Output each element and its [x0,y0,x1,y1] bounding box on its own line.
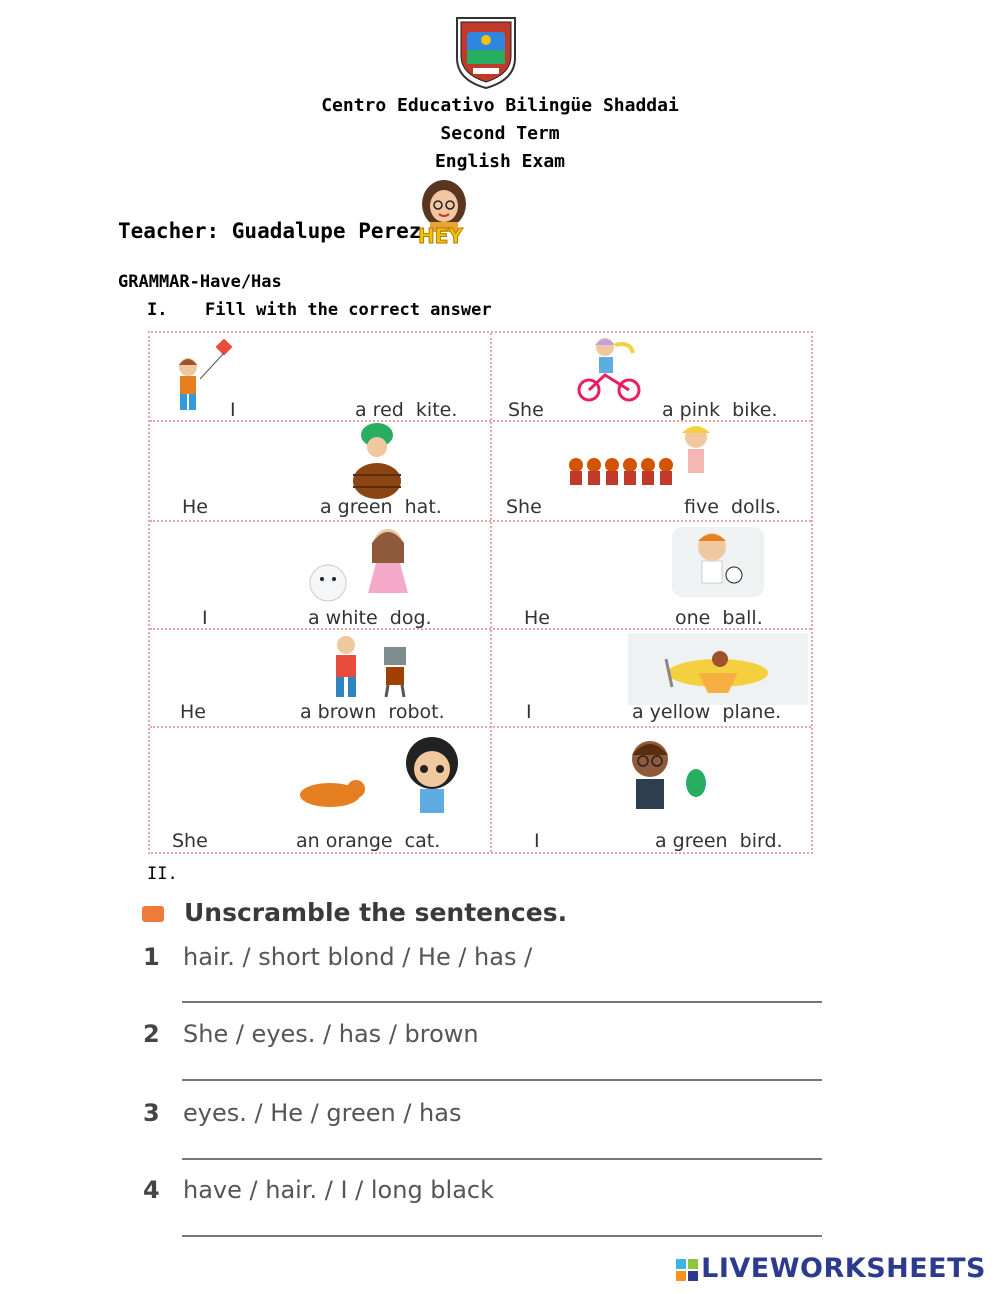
grammar-title: GRAMMAR-Have/Has [118,272,282,292]
school-name: Centro Educativo Bilingüe Shaddai [321,95,679,116]
liveworksheets-logo-icon [676,1259,698,1281]
girl-with-white-dog-illustration [300,523,420,613]
exercise-subject: He [180,701,206,723]
exercise-object: a green bird. [655,830,783,852]
exercise-subject: She [506,496,542,518]
unscramble-title [142,898,567,927]
answer-line[interactable] [182,1158,822,1160]
girl-with-dolls-illustration [564,423,724,493]
boy-with-robot-illustration [324,633,434,703]
exercise-object: one ball. [675,607,763,629]
exercise-subject: I [230,399,236,421]
item-text: hair. / short blond / He / has / [183,943,533,971]
exercise-subject: I [202,607,208,629]
brand-text: LIVEWORKSHEETS [701,1253,986,1284]
item-number: 1 [143,943,160,971]
section-2-number: II. [147,864,178,884]
boy-with-green-bird-illustration [610,733,720,823]
answer-line[interactable] [182,1079,822,1081]
exercise-grid [148,331,813,854]
boy-with-ball-illustration [668,523,768,603]
unscramble-item [143,1020,479,1048]
exercise-object: a pink bike. [662,399,778,421]
orange-bullet-icon [142,906,164,922]
section-1-heading [147,300,492,320]
exercise-subject: She [508,399,544,421]
item-text: have / hair. / I / long black [183,1176,495,1204]
item-number: 3 [143,1099,160,1127]
unscramble-item [143,1099,461,1127]
unscramble-item [143,943,532,971]
unscramble-title-text: Unscramble the sentences. [184,898,568,927]
school-crest-logo [451,14,521,90]
boy-with-green-hat-illustration [342,419,412,501]
exercise-object: a white dog. [308,607,432,629]
exercise-subject: I [526,701,532,723]
unscramble-item [143,1176,494,1204]
exercise-subject: He [182,496,208,518]
item-text: eyes. / He / green / has [183,1099,462,1127]
exercise-object: an orange cat. [296,830,441,852]
boy-with-kite-illustration [166,339,236,419]
term-label: Second Term [440,123,560,144]
item-number: 2 [143,1020,160,1048]
hey-badge: HEY [418,224,463,248]
item-number: 4 [143,1176,160,1204]
exercise-object: a brown robot. [300,701,445,723]
item-text: She / eyes. / has / brown [183,1020,479,1048]
exercise-subject: She [172,830,208,852]
liveworksheets-brand[interactable] [676,1253,986,1284]
girl-on-bike-illustration [575,335,655,405]
yellow-plane-illustration [628,633,808,705]
exercise-subject: He [524,607,550,629]
exercise-subject: I [534,830,540,852]
exercise-object: five dolls. [684,496,782,518]
section-1-number: I. [147,300,168,320]
exercise-object: a yellow plane. [632,701,782,723]
teacher-name: Teacher: Guadalupe Perez [118,219,422,243]
answer-line[interactable] [182,1001,822,1003]
girl-with-orange-cat-illustration [290,733,490,823]
exercise-object: a green hat. [320,496,442,518]
section-1-instruction: Fill with the correct answer [205,300,492,320]
exam-label: English Exam [434,151,566,172]
exercise-object: a red kite. [355,399,458,421]
teacher-avatar [414,178,474,250]
answer-line[interactable] [182,1235,822,1237]
